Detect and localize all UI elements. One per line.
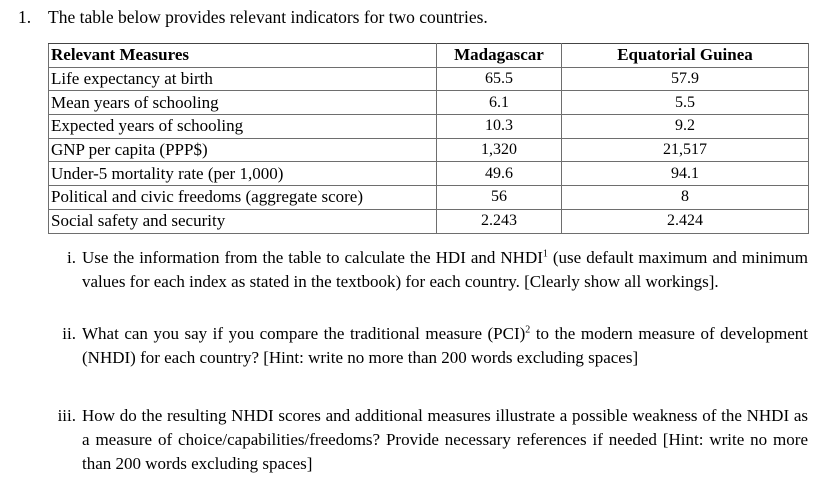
- subquestion-iii: [48, 404, 808, 476]
- subquestion-numeral: i.: [67, 248, 76, 267]
- footnote-marker: 2: [525, 324, 531, 336]
- madagascar-value: 2.243: [437, 209, 562, 233]
- table-row: [49, 138, 809, 162]
- equatorial-guinea-value: 57.9: [562, 67, 809, 91]
- table-row: [49, 162, 809, 186]
- equatorial-guinea-value: 2.424: [562, 209, 809, 233]
- equatorial-guinea-value: 21,517: [562, 138, 809, 162]
- question-heading: [18, 7, 488, 28]
- subquestion-numeral: iii.: [57, 406, 76, 425]
- table-row: [49, 91, 809, 115]
- equatorial-guinea-value: 94.1: [562, 162, 809, 186]
- subquestion-text: What can you say if you compare the traditional measure (PCI)$^2$ to the modern measure of development (NHDI) for each country? [Hint: write no more than 200 words excluding spaces]: [82, 324, 808, 367]
- footnote-marker: 1: [542, 248, 548, 260]
- equatorial-guinea-value: 8: [562, 186, 809, 210]
- table-row: [49, 115, 809, 139]
- madagascar-value: 1,320: [437, 138, 562, 162]
- subquestion-i: [48, 246, 808, 294]
- measure-label: Under-5 mortality rate (per 1,000): [49, 162, 437, 186]
- subquestion-text: How do the resulting NHDI scores and additional measures illustrate a possible weakness of the NHDI as a measure of choice/capabilities/freedoms? Provide necessary references if needed [Hint: write no more than 200 words excluding spaces]: [82, 406, 808, 473]
- measure-label: Mean years of schooling: [49, 91, 437, 115]
- subquestion-numeral: ii.: [62, 324, 76, 343]
- subquestion-ii: [48, 322, 808, 370]
- table-row: [49, 186, 809, 210]
- equatorial-guinea-value: 5.5: [562, 91, 809, 115]
- madagascar-value: 56: [437, 186, 562, 210]
- measure-label: Life expectancy at birth: [49, 67, 437, 91]
- header-madagascar: Madagascar: [437, 44, 562, 68]
- measure-label: Political and civic freedoms (aggregate score): [49, 186, 437, 210]
- measure-label: Expected years of schooling: [49, 115, 437, 139]
- header-relevant-measures: Relevant Measures: [49, 44, 437, 68]
- equatorial-guinea-value: 9.2: [562, 115, 809, 139]
- madagascar-value: 6.1: [437, 91, 562, 115]
- header-equatorial-guinea: Equatorial Guinea: [562, 44, 809, 68]
- table-row: [49, 209, 809, 233]
- question-intro: The table below provides relevant indicators for two countries.: [48, 7, 488, 27]
- measure-label: GNP per capita (PPP$): [49, 138, 437, 162]
- madagascar-value: 49.6: [437, 162, 562, 186]
- measure-label: Social safety and security: [49, 209, 437, 233]
- madagascar-value: 10.3: [437, 115, 562, 139]
- madagascar-value: 65.5: [437, 67, 562, 91]
- table-header-row: [49, 44, 809, 68]
- subquestion-text: Use the information from the table to calculate the HDI and NHDI$^1$ (use default maximum and minimum values for each index as stated in the textbook) for each country. [Clearly show all workings].: [82, 248, 808, 291]
- table-row: [49, 67, 809, 91]
- indicators-table: [48, 43, 809, 234]
- question-number: 1.: [18, 7, 32, 27]
